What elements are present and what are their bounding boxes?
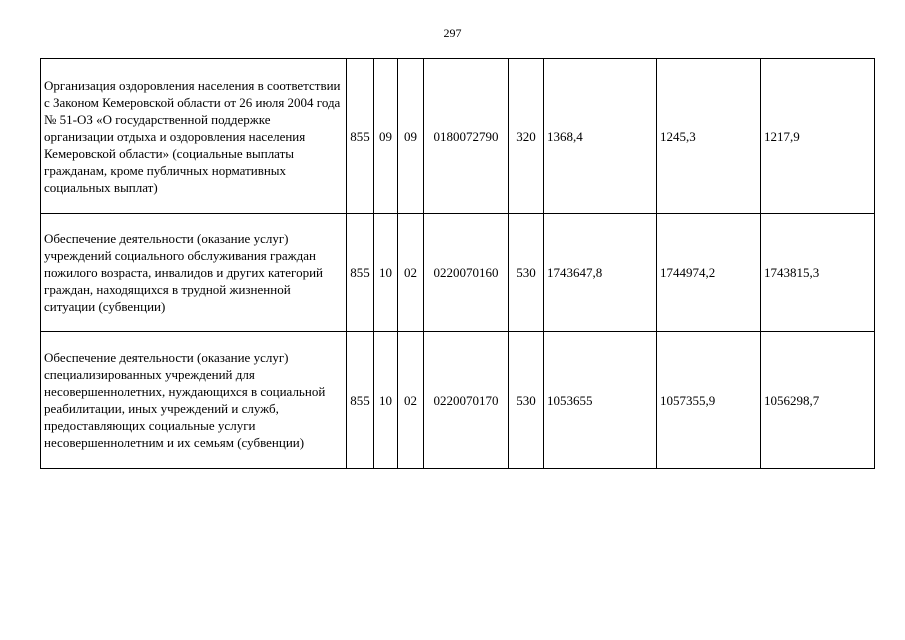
expense-type-code: 530 [509, 214, 544, 332]
section-code: 10 [374, 332, 398, 469]
table-row [41, 332, 875, 469]
amount-year-1: 1368,4 [544, 59, 657, 214]
expense-type-code: 320 [509, 59, 544, 214]
target-article-code: 0220070160 [424, 214, 509, 332]
section-code: 10 [374, 214, 398, 332]
amount-year-2: 1744974,2 [657, 214, 761, 332]
amount-year-3: 1056298,7 [761, 332, 875, 469]
amount-year-1: 1743647,8 [544, 214, 657, 332]
table-row [41, 214, 875, 332]
amount-year-3: 1743815,3 [761, 214, 875, 332]
budget-table [40, 58, 875, 469]
page-number: 297 [443, 26, 462, 40]
row-description: Организация оздоровления населения в соответствии с Законом Кемеровской области от 26 июля 2004 года № 51-ОЗ «О государственной поддержке организации отдыха и оздоровления населения Кемеровской области» (социальные выплаты гражданам, кроме публичных нормативных социальных выплат) [41, 59, 347, 214]
row-description: Обеспечение деятельности (оказание услуг) специализированных учреждений для несовершеннолетних, нуждающихся в социальной реабилитации, иных учреждений и служб, предоставляющих социальные услуги несовершеннолетним и их семьям (субвенции) [41, 332, 347, 469]
amount-year-2: 1057355,9 [657, 332, 761, 469]
ministry-code: 855 [347, 214, 374, 332]
section-code: 09 [374, 59, 398, 214]
row-description: Обеспечение деятельности (оказание услуг) учреждений социального обслуживания граждан пожилого возраста, инвалидов и других категорий граждан, находящихся в трудной жизненной ситуации (субвенции) [41, 214, 347, 332]
ministry-code: 855 [347, 332, 374, 469]
table-row [41, 59, 875, 214]
subsection-code: 02 [398, 332, 424, 469]
amount-year-1: 1053655 [544, 332, 657, 469]
target-article-code: 0180072790 [424, 59, 509, 214]
expense-type-code: 530 [509, 332, 544, 469]
amount-year-3: 1217,9 [761, 59, 875, 214]
amount-year-2: 1245,3 [657, 59, 761, 214]
ministry-code: 855 [347, 59, 374, 214]
target-article-code: 0220070170 [424, 332, 509, 469]
subsection-code: 09 [398, 59, 424, 214]
subsection-code: 02 [398, 214, 424, 332]
